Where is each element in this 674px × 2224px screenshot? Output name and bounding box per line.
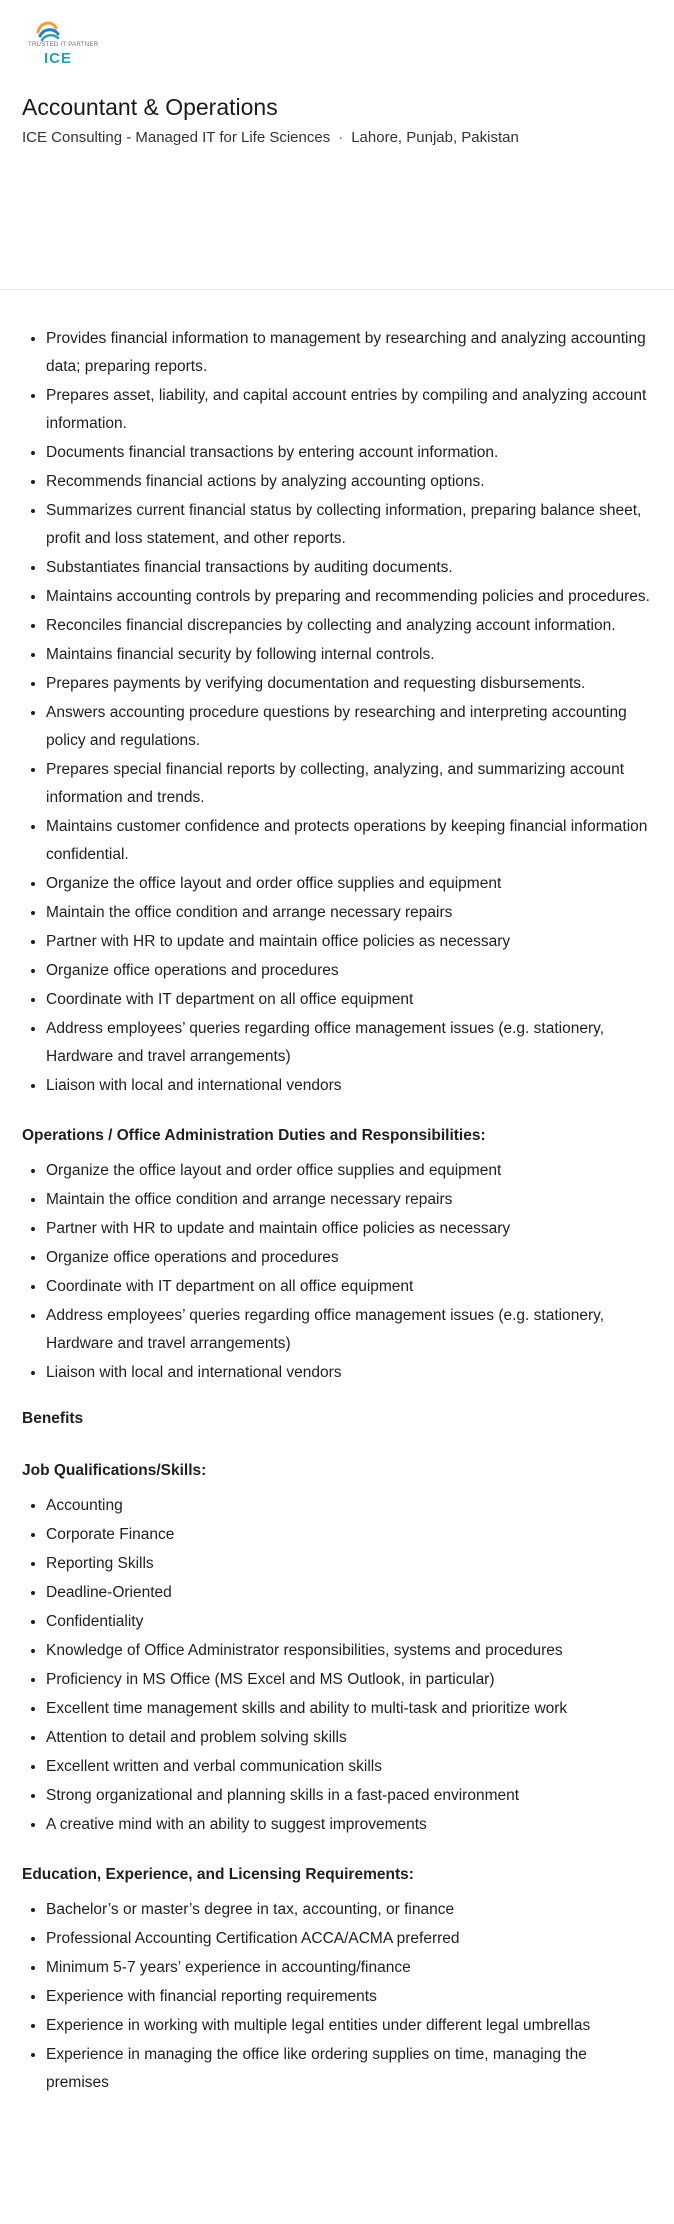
- list-item: • Organize the office layout and order office supplies and equipment: [46, 869, 652, 898]
- list-item: • Maintain the office condition and arrange necessary repairs: [46, 1185, 652, 1214]
- list-item: • Reconciles financial discrepancies by collecting and analyzing account information.: [46, 611, 652, 640]
- list-item: • Experience in managing the office like ordering supplies on time, managing the premises: [46, 2040, 652, 2097]
- operations-list: [22, 1156, 652, 1387]
- list-item: • Experience in working with multiple legal entities under different legal umbrellas: [46, 2011, 652, 2040]
- company-name[interactable]: ICE Consulting - Managed IT for Life Sciences: [22, 129, 331, 146]
- list-item: • A creative mind with an ability to suggest improvements: [46, 1810, 652, 1839]
- list-item: • Prepares special financial reports by collecting, analyzing, and summarizing account information and trends.: [46, 755, 652, 812]
- list-item: • Prepares asset, liability, and capital account entries by compiling and analyzing account information.: [46, 381, 652, 438]
- list-item: • Provides financial information to management by researching and analyzing accounting data; preparing reports.: [46, 324, 652, 381]
- list-item: • Attention to detail and problem solving skills: [46, 1723, 652, 1752]
- list-item: • Coordinate with IT department on all office equipment: [46, 985, 652, 1014]
- job-header: [0, 0, 674, 290]
- list-item: • Proficiency in MS Office (MS Excel and MS Outlook, in particular): [46, 1665, 652, 1694]
- list-item: • Prepares payments by verifying documentation and requesting disbursements.: [46, 669, 652, 698]
- list-item: • Bachelor’s or master’s degree in tax, accounting, or finance: [46, 1895, 652, 1924]
- list-item: • Knowledge of Office Administrator responsibilities, systems and procedures: [46, 1636, 652, 1665]
- list-item: • Accounting: [46, 1491, 652, 1520]
- list-item: • Partner with HR to update and maintain office policies as necessary: [46, 927, 652, 956]
- list-item: • Summarizes current financial status by collecting information, preparing balance sheet, profit and loss statement, and other reports.: [46, 496, 652, 553]
- list-item: • Maintains customer confidence and protects operations by keeping financial information confidential.: [46, 812, 652, 869]
- list-item: • Recommends financial actions by analyzing accounting options.: [46, 467, 652, 496]
- list-item: • Strong organizational and planning skills in a fast-paced environment: [46, 1781, 652, 1810]
- list-item: • Experience with financial reporting requirements: [46, 1982, 652, 2011]
- list-item: • Documents financial transactions by entering account information.: [46, 438, 652, 467]
- list-item: • Excellent time management skills and ability to multi-task and prioritize work: [46, 1694, 652, 1723]
- operations-heading: Operations / Office Administration Duties and Responsibilities:: [22, 1127, 486, 1144]
- job-location: Lahore, Punjab, Pakistan: [351, 129, 519, 146]
- list-item: • Organize office operations and procedures: [46, 956, 652, 985]
- job-description: [0, 290, 674, 2117]
- logo-swoosh-icon: [26, 18, 66, 42]
- list-item: • Substantiates financial transactions by auditing documents.: [46, 553, 652, 582]
- list-item: • Address employees’ queries regarding office management issues (e.g. stationery, Hardware and travel arrangements): [46, 1014, 652, 1071]
- job-title: Accountant & Operations: [22, 94, 278, 120]
- list-item: • Partner with HR to update and maintain office policies as necessary: [46, 1214, 652, 1243]
- list-item: • Answers accounting procedure questions by researching and interpreting accounting policy and regulations.: [46, 698, 652, 755]
- benefits-heading: Benefits: [22, 1410, 84, 1427]
- list-item: • Minimum 5-7 years’ experience in accounting/finance: [46, 1953, 652, 1982]
- list-item: • Confidentiality: [46, 1607, 652, 1636]
- list-item: • Coordinate with IT department on all office equipment: [46, 1272, 652, 1301]
- list-item: • Maintain the office condition and arrange necessary repairs: [46, 898, 652, 927]
- separator: ·: [338, 129, 344, 146]
- list-item: • Maintains financial security by following internal controls.: [46, 640, 652, 669]
- list-item: • Reporting Skills: [46, 1549, 652, 1578]
- list-item: • Professional Accounting Certification ACCA/ACMA preferred: [46, 1924, 652, 1953]
- qualifications-heading: Job Qualifications/Skills:: [22, 1462, 207, 1479]
- list-item: • Organize the office layout and order office supplies and equipment: [46, 1156, 652, 1185]
- list-item: • Liaison with local and international vendors: [46, 1071, 652, 1100]
- responsibilities-list: [22, 324, 652, 1100]
- list-item: • Organize office operations and procedures: [46, 1243, 652, 1272]
- education-heading: Education, Experience, and Licensing Requirements:: [22, 1866, 414, 1883]
- logo-text: ICE: [44, 50, 73, 67]
- list-item: • Excellent written and verbal communication skills: [46, 1752, 652, 1781]
- education-list: [22, 1895, 652, 2097]
- job-subtitle: [22, 129, 652, 146]
- list-item: • Deadline-Oriented: [46, 1578, 652, 1607]
- list-item: • Maintains accounting controls by preparing and recommending policies and procedures.: [46, 582, 652, 611]
- list-item: • Liaison with local and international vendors: [46, 1358, 652, 1387]
- list-item: • Address employees’ queries regarding office management issues (e.g. stationery, Hardware and travel arrangements): [46, 1301, 652, 1358]
- qualifications-list: [22, 1491, 652, 1839]
- logo-tagline: TRUSTED IT PARTNER: [28, 42, 99, 48]
- list-item: • Corporate Finance: [46, 1520, 652, 1549]
- company-logo[interactable]: [26, 18, 99, 72]
